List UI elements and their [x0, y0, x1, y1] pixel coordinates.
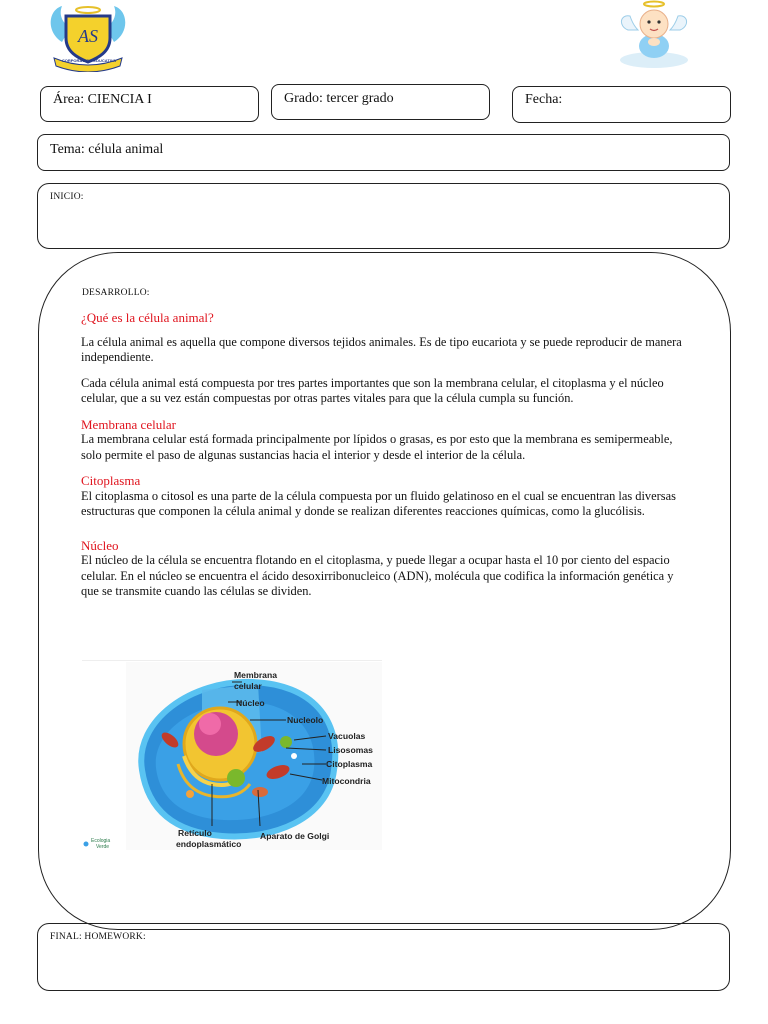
question-heading: ¿Qué es la célula animal?: [81, 310, 214, 325]
final-label: FINAL: HOMEWORK:: [50, 932, 146, 942]
paragraph-2: Cada célula animal está compuesta por tres partes importantes que son la membrana celular, el citoplasma y el núcleo celular, que a su vez están compuestas por otras partes vitales para que la célula cumpla su función.: [81, 375, 664, 405]
tema-text: Tema: célula animal: [50, 142, 164, 157]
label-celular: celular: [234, 681, 262, 691]
final-section: [37, 923, 730, 991]
inicio-section: [37, 183, 730, 249]
label-membrana: Membrana: [234, 670, 277, 680]
svg-text:AS: AS: [78, 26, 98, 46]
membrana-text: La membrana celular está formada principalmente por lípidos o grasas, es por esto que la membrana es semipermeable, solo permite el paso de algunas sustancias hacia el interior y desde el interior de la célula.: [81, 432, 673, 462]
school-logo: [44, 2, 132, 72]
label-vacuolas: Vacuolas: [328, 731, 366, 741]
paragraph-1: La célula animal es aquella que compone diversos tejidos animales. Es de tipo eucariota y se puede reproducir de manera independiente.: [81, 334, 682, 364]
desarrollo-label: DESARROLLO:: [82, 288, 150, 298]
nucleo-heading: Núcleo: [81, 537, 119, 553]
watermark-line-2: Verde: [96, 844, 110, 850]
watermark-leaf-icon: [84, 842, 89, 847]
area-text: Área: CIENCIA I: [53, 92, 152, 107]
label-mitocondria: Mitocondria: [322, 776, 371, 786]
logo-banner-text: CORPORACION EDUCATIVA: [61, 58, 117, 63]
citoplasma-text: El citoplasma o citosol es una parte de la célula compuesta por un fluido gelatinoso en el cual se encuentran las diversas estructuras que componen la célula animal y donde se realizan diferentes reacciones químicas, como la glucólisis.: [81, 488, 676, 518]
label-golgi: Aparato de Golgi: [260, 831, 330, 841]
watermark-line-1: Ecologia: [91, 838, 111, 844]
animal-cell-diagram: [82, 660, 382, 852]
baby-angel-icon: [618, 0, 690, 70]
label-citoplasma: Citoplasma: [326, 759, 373, 769]
desarrollo-content: [81, 310, 693, 600]
inicio-label: INICIO:: [50, 192, 84, 202]
citoplasma-heading: Citoplasma: [81, 473, 141, 488]
fecha-field: [512, 86, 731, 123]
membrana-heading: Membrana celular: [81, 416, 176, 432]
label-reticulo: Retículo: [178, 828, 212, 838]
label-nucleo: Núcleo: [236, 698, 265, 708]
vacuole-1: [227, 769, 245, 787]
grado-field: [271, 84, 490, 120]
label-nucleolo: Nucleolo: [287, 715, 324, 725]
vacuole-2: [280, 736, 292, 748]
fecha-text: Fecha:: [525, 92, 563, 107]
label-lisosomas: Lisosomas: [328, 745, 373, 755]
tema-field: [37, 134, 730, 171]
grado-text: Grado: tercer grado: [284, 91, 394, 106]
nucleolus: [199, 713, 221, 735]
area-field: [40, 86, 259, 122]
label-endoplasmatico: endoplasmático: [176, 839, 242, 849]
nucleo-text: El núcleo de la célula se encuentra flotando en el citoplasma, y puede llegar a ocupar hasta el 10 por ciento del espacio celular. En el núcleo se encuentra el ácido desoxirribonucleico (ADN), molécula que codifica la información genética y que se transmite cuando las células se dividen.: [81, 553, 674, 598]
